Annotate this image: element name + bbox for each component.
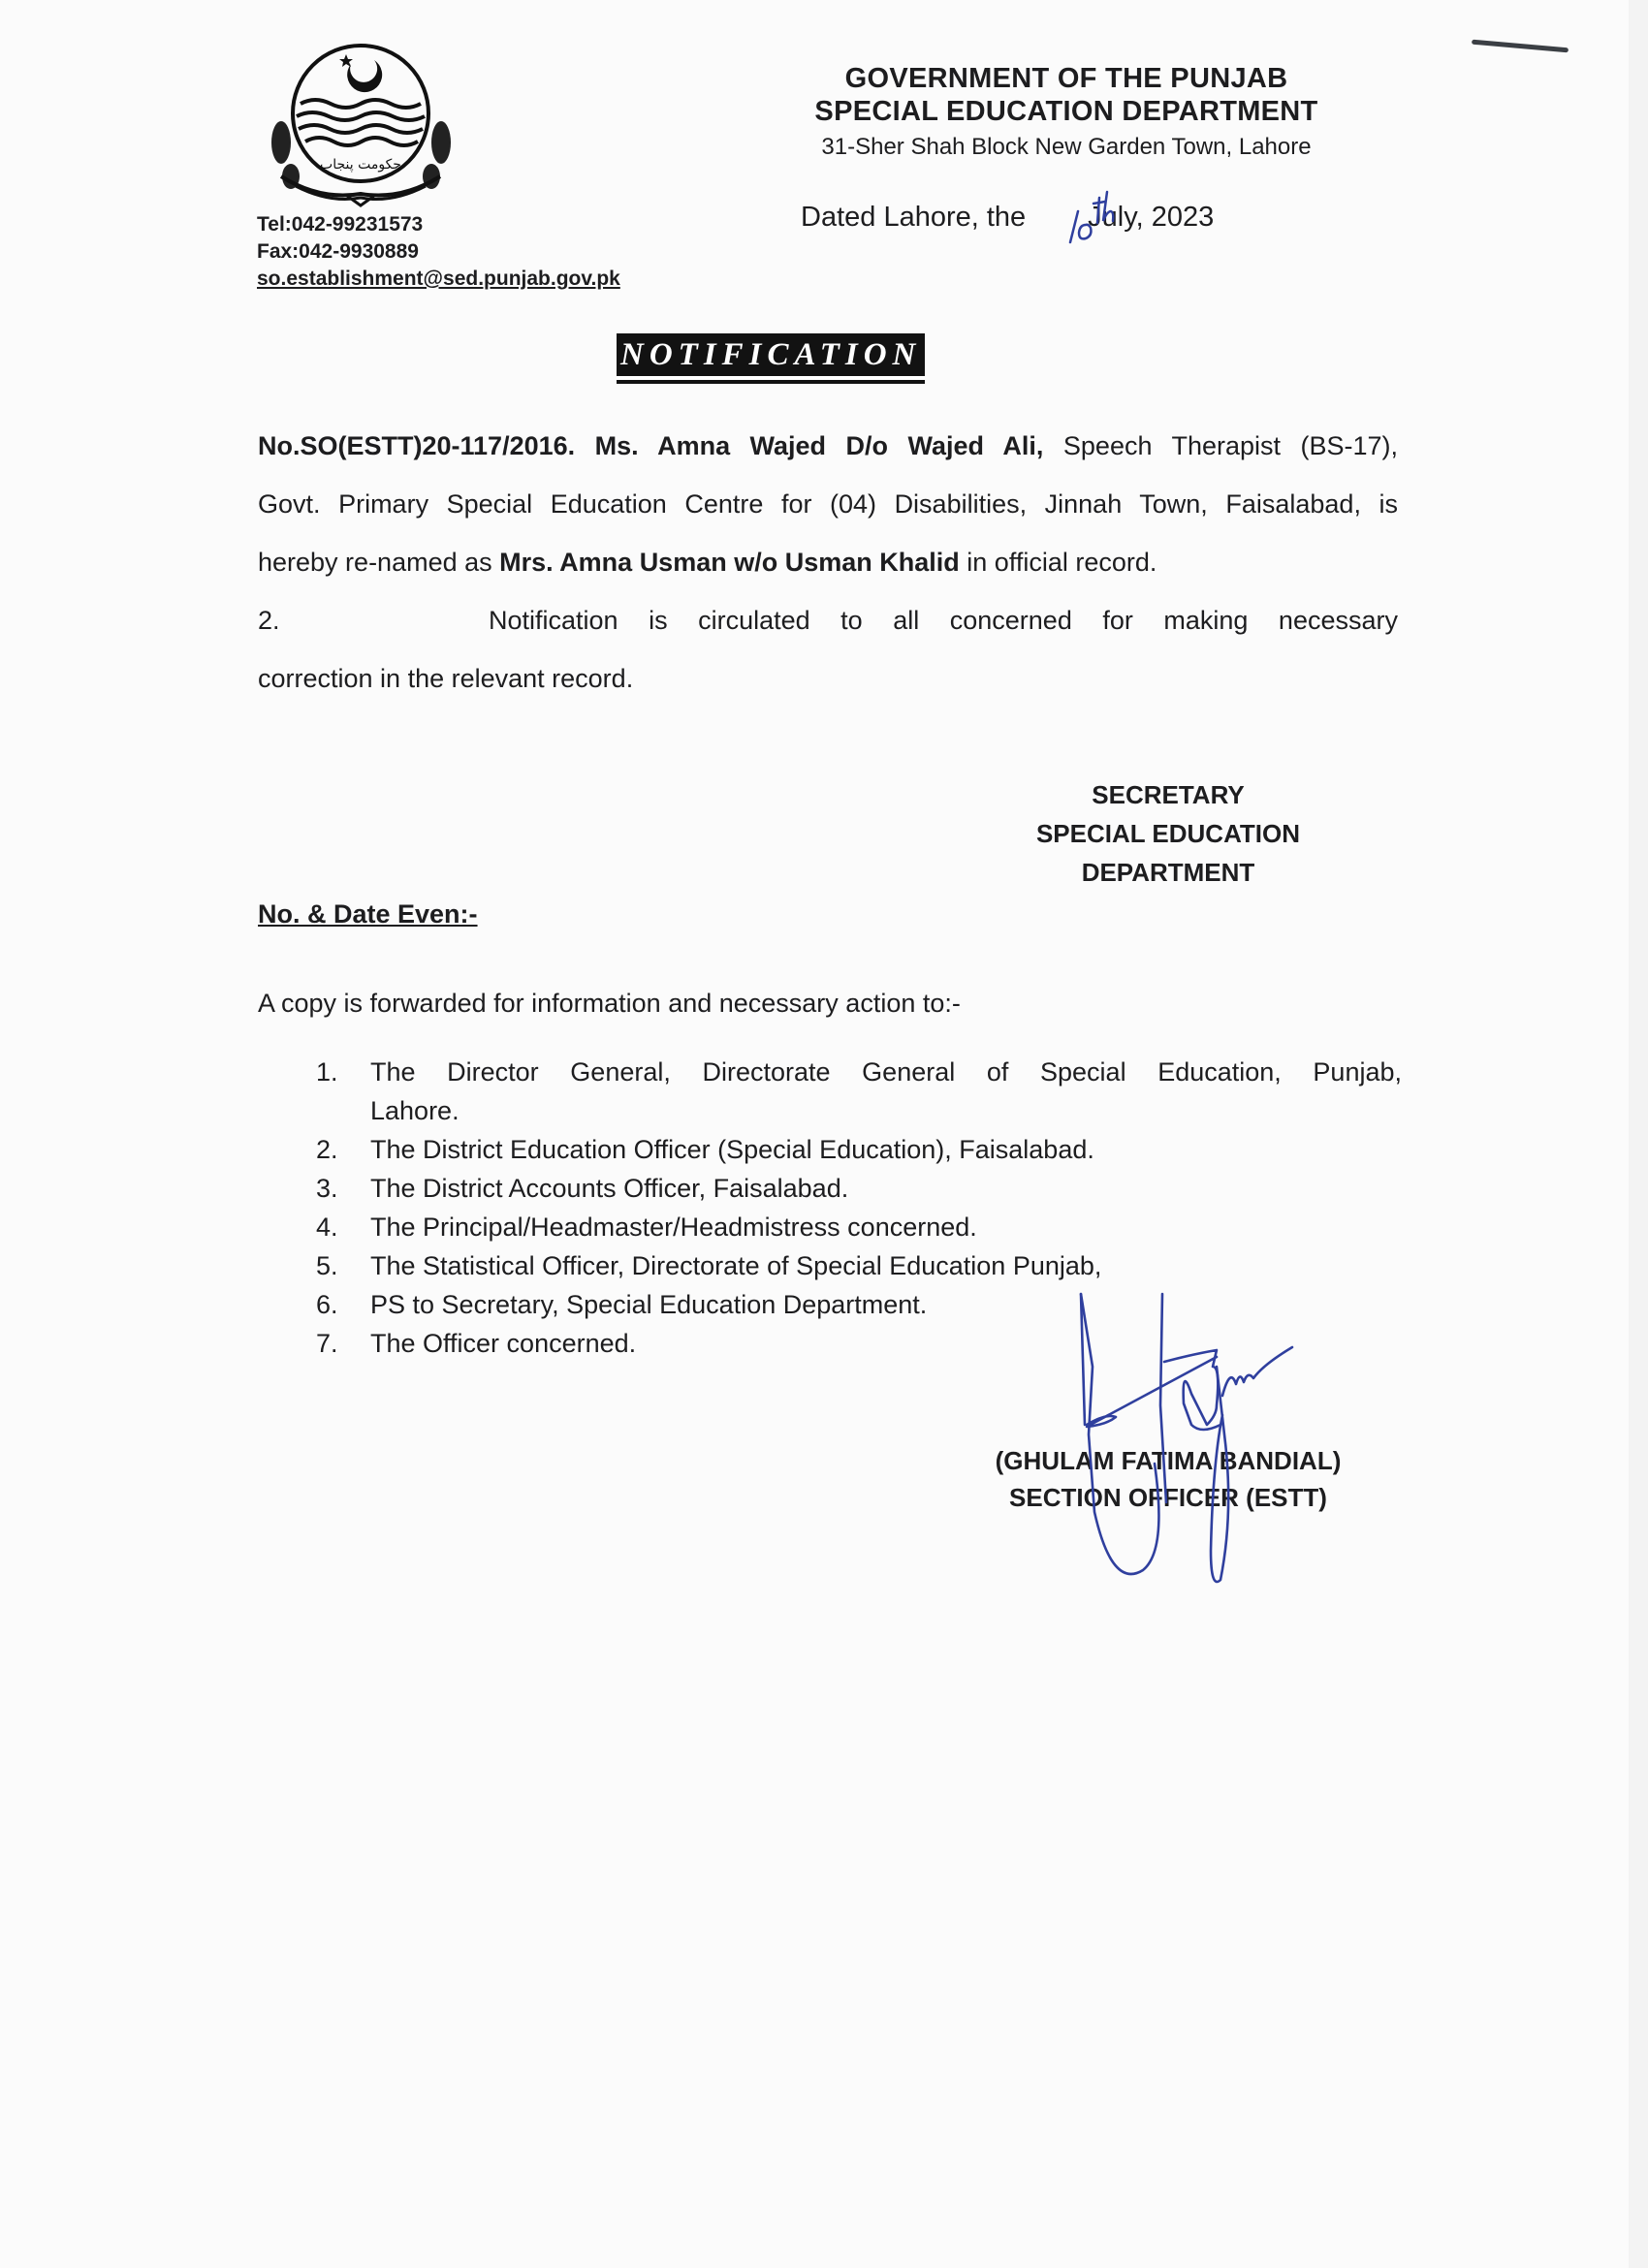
secretary-department-2: DEPARTMENT bbox=[1081, 858, 1255, 887]
recipient-text: The Statistical Officer, Directorate of Special Education Punjab, bbox=[370, 1251, 1102, 1280]
recipient-text: The Principal/Headmaster/Headmistress concerned. bbox=[370, 1213, 977, 1242]
scan-mark bbox=[1472, 40, 1569, 53]
handwritten-signature bbox=[1071, 1289, 1352, 1590]
svg-text:حکومت پنجاب: حکومت پنجاب bbox=[320, 157, 401, 173]
punjab-emblem-logo bbox=[262, 41, 460, 210]
body-line-2: Govt. Primary Special Education Centre for (04) Disabilities, Jinnah Town, Faisalabad, is bbox=[258, 489, 1398, 519]
recipient-number: 2. bbox=[316, 1135, 338, 1164]
signatory-name: (GHULAM FATIMA BANDIAL) bbox=[995, 1446, 1342, 1475]
recipient-text-cont: Lahore. bbox=[370, 1096, 460, 1125]
recipient-number: 6. bbox=[316, 1290, 338, 1319]
recipient-item bbox=[316, 1169, 1402, 1208]
copy-forward-intro: A copy is forwarded for information and necessary action to:- bbox=[258, 989, 961, 1018]
email-link[interactable]: so.establishment@sed.punjab.gov.pk bbox=[257, 268, 620, 290]
signatory-designation: SECTION OFFICER (ESTT) bbox=[1009, 1483, 1327, 1512]
handwritten-date bbox=[1064, 188, 1125, 246]
no-date-even-heading: No. & Date Even:- bbox=[258, 899, 478, 929]
recipient-text: The Officer concerned. bbox=[370, 1329, 637, 1358]
notification-body bbox=[258, 417, 1398, 708]
notification-title: NOTIFICATION bbox=[617, 333, 925, 380]
body-designation: Speech Therapist (BS-17), bbox=[1062, 431, 1398, 460]
fax-number: Fax:042-9930889 bbox=[257, 240, 419, 263]
recipient-item bbox=[316, 1208, 1402, 1246]
body-line-3-suffix: in official record. bbox=[967, 548, 1157, 577]
dated-line bbox=[801, 202, 1214, 234]
recipient-number: 5. bbox=[316, 1251, 338, 1280]
new-name: Mrs. Amna Usman w/o Usman Khalid bbox=[499, 548, 960, 577]
para-2-line-2: correction in the relevant record. bbox=[258, 664, 634, 693]
header-department: SPECIAL EDUCATION DEPARTMENT bbox=[814, 96, 1318, 127]
scan-edge bbox=[1629, 0, 1648, 2268]
header-government: GOVERNMENT OF THE PUNJAB bbox=[844, 63, 1288, 94]
body-line-3 bbox=[258, 533, 1398, 591]
secretary-department-1: SPECIAL EDUCATION bbox=[1035, 819, 1301, 848]
tel-number: Tel:042-99231573 bbox=[257, 213, 424, 236]
recipient-text bbox=[370, 1053, 1402, 1130]
body-line-1 bbox=[258, 417, 1398, 475]
recipient-number: 1. bbox=[316, 1057, 338, 1087]
body-line-3-prefix: hereby re-named as bbox=[258, 548, 492, 577]
reference-number: No.SO(ESTT)20-117/2016. Ms. Amna Wajed D/o Wajed Ali, bbox=[258, 431, 1044, 460]
recipient-item bbox=[316, 1130, 1402, 1169]
para-2-text: Notification is circulated to all concerned for making necessary bbox=[489, 606, 1398, 635]
dated-suffix: July, 2023 bbox=[1088, 202, 1215, 233]
recipient-item bbox=[316, 1246, 1402, 1285]
recipient-text: The District Education Officer (Special Education), Faisalabad. bbox=[370, 1135, 1094, 1164]
recipient-number: 4. bbox=[316, 1213, 338, 1242]
recipient-text-line: The Director General, Directorate General of Special Education, Punjab, bbox=[370, 1057, 1402, 1087]
recipient-text: PS to Secretary, Special Education Department. bbox=[370, 1290, 928, 1319]
recipient-number: 7. bbox=[316, 1329, 338, 1358]
secretary-title: SECRETARY bbox=[1092, 780, 1245, 809]
para-2-line-1 bbox=[258, 591, 1398, 649]
recipient-item bbox=[316, 1053, 1402, 1130]
recipient-text: The District Accounts Officer, Faisalabad. bbox=[370, 1174, 849, 1203]
header-address: 31-Sher Shah Block New Garden Town, Lahore bbox=[821, 134, 1312, 160]
recipient-number: 3. bbox=[316, 1174, 338, 1203]
para-2-number: 2. bbox=[258, 606, 280, 635]
dated-prefix: Dated Lahore, the bbox=[801, 202, 1027, 233]
